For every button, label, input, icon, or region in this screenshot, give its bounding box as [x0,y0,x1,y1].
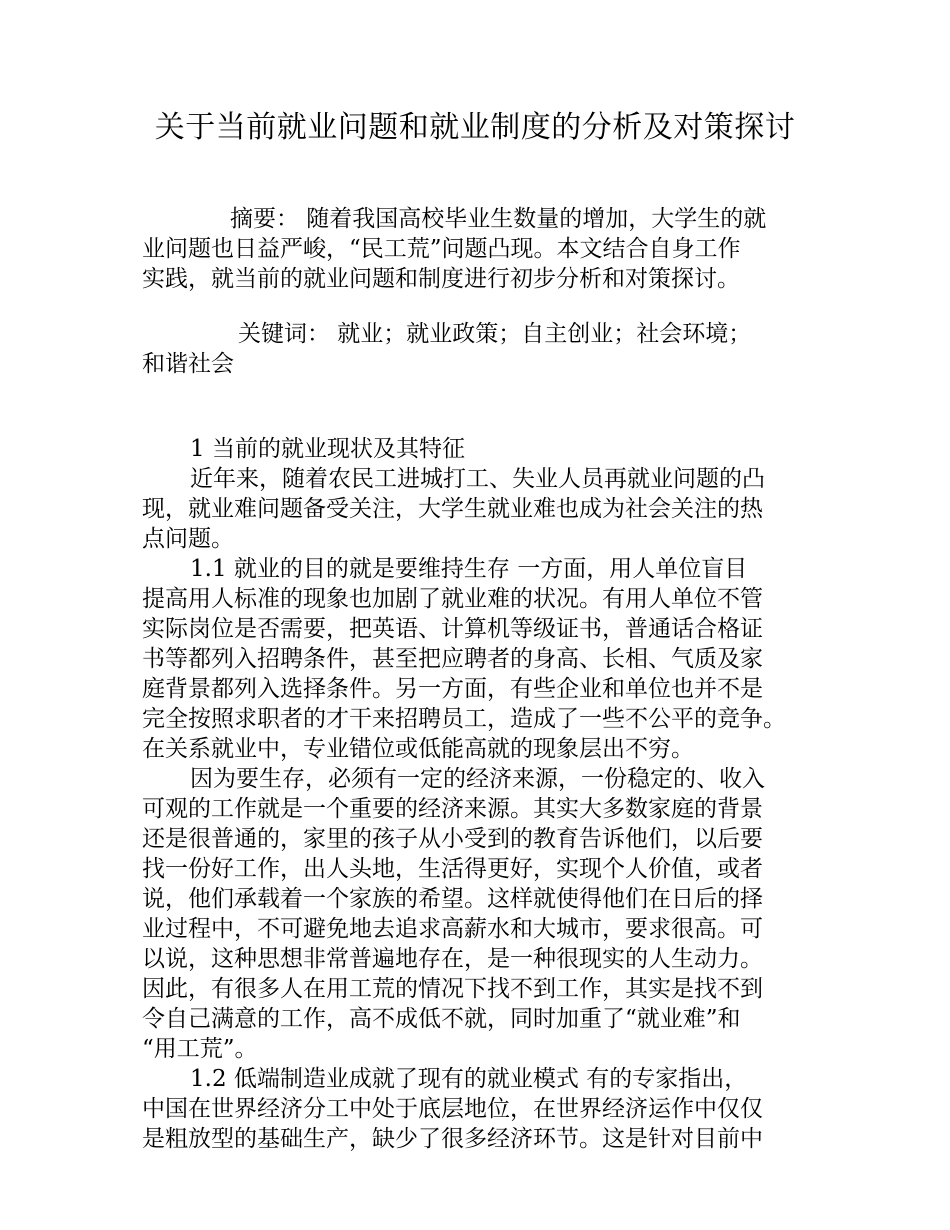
paragraph-line: 现，就业难问题备受关注，大学生就业难也成为社会关注的热 [142,496,763,522]
paragraph-line: 在关系就业中，专业错位或低能高就的现象层出不穷。 [142,736,694,762]
paragraph-line: 实际岗位是否需要，把英语、计算机等级证书，普通话合格证 [142,616,763,642]
paragraph-line: “用工荒”。 [142,1036,258,1062]
paragraph-line: 近年来，随着农民工进城打工、失业人员再就业问题的凸 [190,466,765,492]
keywords-section [142,319,814,379]
paragraph-line: 点问题。 [142,526,234,552]
paragraph-line: 中国在世界经济分工中处于底层地位，在世界经济运作中仅仅 [142,1096,763,1122]
abstract-line: 摘要： 随着我国高校毕业生数量的增加，大学生的就 [230,206,767,232]
keywords-line: 和谐社会 [142,351,234,377]
paragraph-line: 因为要生存，必须有一定的经济来源，一份稳定的、收入 [190,766,765,792]
paragraph-line: 是粗放型的基础生产，缺少了很多经济环节。这是针对目前中 [142,1126,763,1152]
section-heading: 1 当前的就业现状及其特征 [190,436,465,462]
paragraph-line: 书等都列入招聘条件，甚至把应聘者的身高、长相、气质及家 [142,646,763,672]
subsection-line: 1.2 低端制造业成就了现有的就业模式 有的专家指出， [190,1066,748,1092]
keywords-line: 关键词： 就业；就业政策；自主创业；社会环境； [238,321,752,347]
paragraph-line: 因此，有很多人在用工荒的情况下找不到工作，其实是找不到 [142,976,763,1002]
abstract-section [142,204,814,294]
paragraph-line: 可观的工作就是一个重要的经济来源。其实大多数家庭的背景 [142,796,763,822]
subsection-line: 1.1 就业的目的就是要维持生存 一方面，用人单位盲目 [190,556,748,582]
paragraph-line: 还是很普通的，家里的孩子从小受到的教育告诉他们，以后要 [142,826,763,852]
document-title: 关于当前就业问题和就业制度的分析及对策探讨 [154,110,796,145]
paragraph-line: 说，他们承载着一个家族的希望。这样就使得他们在日后的择 [142,886,763,912]
abstract-line: 实践，就当前的就业问题和制度进行初步分析和对策探讨。 [142,266,740,292]
paragraph-line: 庭背景都列入选择条件。另一方面，有些企业和单位也并不是 [142,676,763,702]
body-section [142,434,814,1154]
paragraph-line: 业过程中，不可避免地去追求高薪水和大城市，要求很高。可 [142,916,763,942]
paragraph-line: 以说，这种思想非常普遍地存在，是一种很现实的人生动力。 [142,946,763,972]
paragraph-line: 提高用人标准的现象也加剧了就业难的状况。有用人单位不管 [142,586,763,612]
paragraph-line: 令自己满意的工作，高不成低不就，同时加重了“就业难”和 [142,1006,741,1032]
paragraph-line: 找一份好工作，出人头地，生活得更好，实现个人价值，或者 [142,856,763,882]
abstract-line: 业问题也日益严峻，“民工荒”问题凸现。本文结合自身工作 [142,236,741,262]
paragraph-line: 完全按照求职者的才干来招聘员工，造成了一些不公平的竞争。 [142,706,786,732]
